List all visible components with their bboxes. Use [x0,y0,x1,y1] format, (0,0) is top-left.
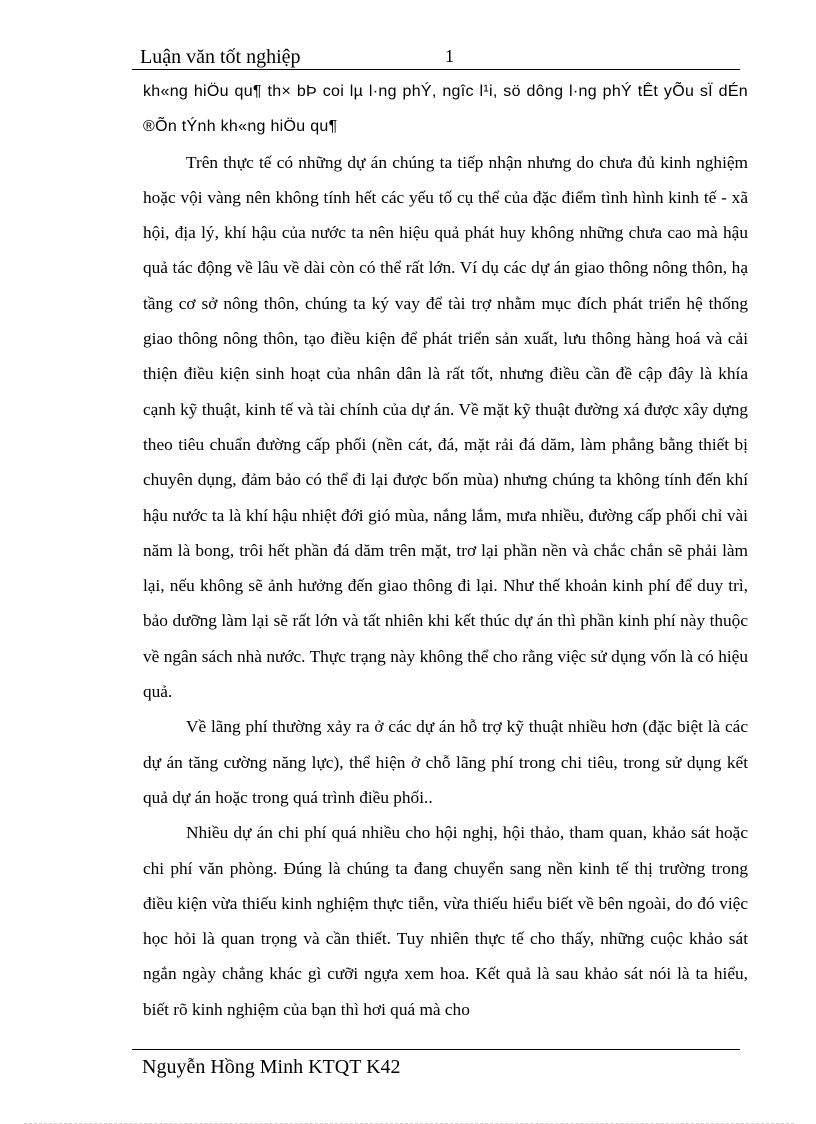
footer-author: Nguyễn Hồng Minh KTQT K42 [142,1056,401,1078]
header-divider [132,69,740,70]
document-body [143,74,748,1027]
page-header [140,44,740,70]
footer-divider [132,1049,740,1050]
paragraph-1: Trên thực tế có những dự án chúng ta tiếp nhận nhưng do chưa đủ kinh nghiệm hoặc vội vàng nên không tính hết các yếu tố cụ thể của đặc điểm tình hình kinh tế - xã hội, địa lý, khí hậu của nước ta nên hiệu quả phát huy không những chưa cao mà hậu quả tác động về lâu về dài còn có thể rất lớn. Ví dụ các dự án giao thông nông thôn, hạ tầng cơ sở nông thôn, chúng ta ký vay để tài trợ nhằm mục đích phát triển hệ thống giao thông nông thôn, tạo điều kiện để phát triển sản xuất, lưu thông hàng hoá và cải thiện điều kiện sinh hoạt của nhân dân là rất tốt, nhưng điều cần đề cập đây là khía cạnh kỹ thuật, kinh tế và tài chính của dự án. Về mặt kỹ thuật đường xá được xây dựng theo tiêu chuẩn đường cấp phối (nền cát, đá, mặt rải đá dăm, làm phẳng bằng thiết bị chuyên dụng, đảm bảo có thể đi lại được bốn mùa) nhưng chúng ta không tính đến khí hậu nước ta là khí hậu nhiệt đới gió mùa, nắng lắm, mưa nhiều, đường cấp phối chỉ vài năm là bong, trôi hết phần đá dăm trên mặt, trơ lại phần nền và chắc chắn sẽ phải làm lại, nếu không sẽ ảnh hưởng đến giao thông đi lại. Như thế khoản kinh phí để duy trì, bảo dưỡng làm lại sẽ rất lớn và tất nhiên khi kết thúc dự án thì phần kinh phí này thuộc về ngân sách nhà nước. Thực trạng này không thể cho rằng việc sử dụng vốn là có hiệu quả. [143,152,748,702]
page-number: 1 [445,46,454,66]
header-title: Luận văn tốt nghiệp [140,46,301,68]
paragraph-3: Nhiều dự án chi phí quá nhiều cho hội nghị, hội thảo, tham quan, khảo sát hoặc chi phí văn phòng. Đúng là chúng ta đang chuyển sang nền kinh tế thị trường trong điều kiện vừa thiếu kinh nghiệm thực tiễn, vừa thiếu hiểu biết về bên ngoài, do đó việc học hỏi là quan trọng và cần thiết. Tuy nhiên thực tế cho thấy, những cuộc khảo sát ngắn ngày chẳng khác gì cưỡi ngựa xem hoa. Kết quả là sau khảo sát nói là ta hiểu, biết rõ kinh nghiệm của bạn thì hơi quá mà cho [143,823,748,1019]
paragraph-garbled: kh«ng hiÖu qu¶ th× bÞ coi lµ l·ng phÝ, ngîc l¹i, sö dông l·ng phÝ tÊt yÕu sÏ dÉn ®Õn tÝnh kh«ng hiÖu qu¶ [143,83,748,136]
paragraph-2: Về lãng phí thường xảy ra ở các dự án hỗ trợ kỹ thuật nhiều hơn (đặc biệt là các dự án tăng cường năng lực), thể hiện ở chỗ lãng phí trong chi tiêu, trong sử dụng kết quả dự án hoặc trong quá trình điều phối.. [143,717,748,807]
